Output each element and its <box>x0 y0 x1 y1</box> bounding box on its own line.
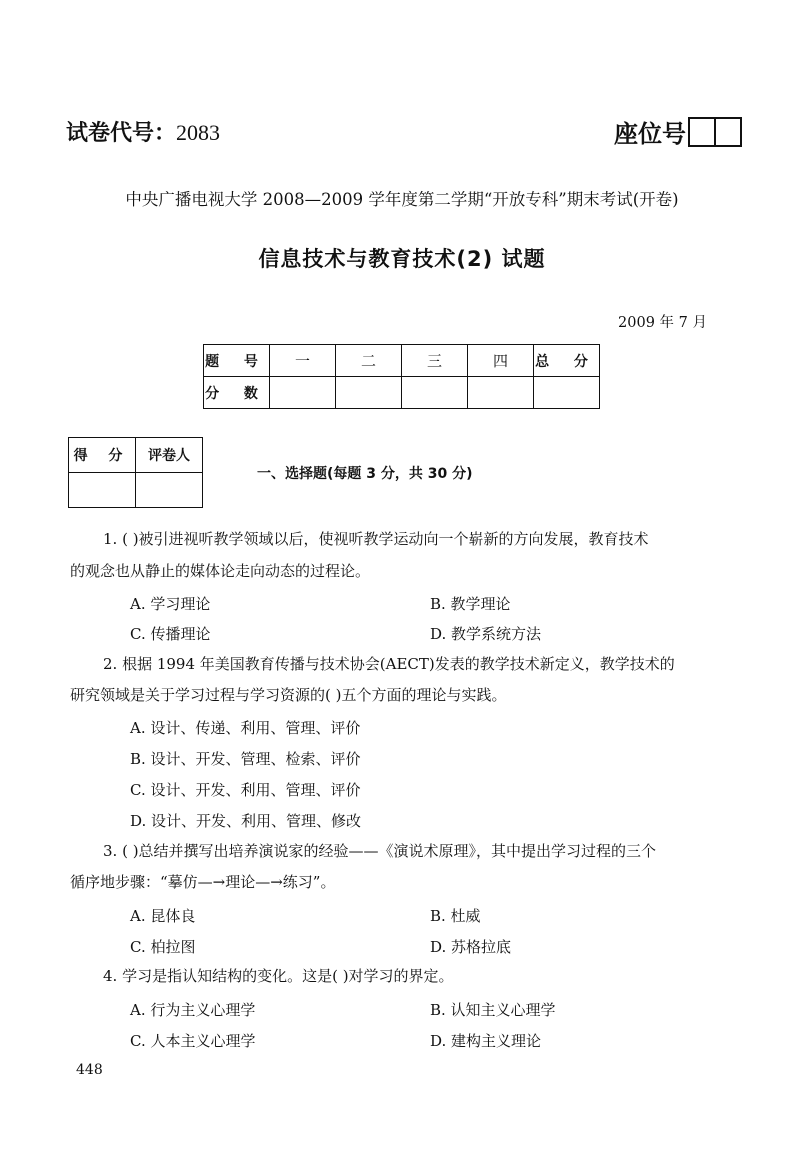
seat-boxes[interactable] <box>688 117 742 147</box>
exam-date: 2009 年 7 月 <box>618 315 707 331</box>
grader-table <box>68 437 203 508</box>
exam-line: 中央广播电视大学 2008—2009 学年度第二学期“开放专科”期末考试(开卷) <box>125 190 679 209</box>
score-cell-q3: 三 <box>402 345 468 377</box>
page-title: 信息技术与教育技术(2) 试题 <box>258 247 546 271</box>
question-2-line-1: 2. 根据 1994 年美国教育传播与技术协会(AECT)发表的教学技术新定义，教学技术的 <box>103 655 675 673</box>
question-1-line-1: 1. ( )被引进视听教学领域以后，使视听教学运动向一个崭新的方向发展，教育技术 <box>103 530 649 548</box>
question-2-option-d[interactable]: D. 设计、开发、利用、管理、修改 <box>130 812 362 830</box>
score-cell-q4: 四 <box>468 345 534 377</box>
score-input-q2[interactable] <box>336 377 402 409</box>
score-row-label: 分 数 <box>204 377 270 409</box>
question-3-option-d[interactable]: D. 苏格拉底 <box>430 938 512 956</box>
question-3-option-c[interactable]: C. 柏拉图 <box>130 938 196 956</box>
question-3-option-a[interactable]: A. 昆体良 <box>130 907 196 925</box>
question-1-option-d[interactable]: D. 教学系统方法 <box>430 625 542 643</box>
score-input-q3[interactable] <box>402 377 468 409</box>
question-3-option-b[interactable]: B. 杜威 <box>430 907 481 925</box>
score-cell-q1: 一 <box>270 345 336 377</box>
score-input-q4[interactable] <box>468 377 534 409</box>
paper-code-label: 试卷代号： <box>66 121 177 146</box>
seat-box-2[interactable] <box>716 117 742 147</box>
grader-table-entry <box>69 473 203 508</box>
grader-score-label: 得 分 <box>69 438 136 473</box>
question-4-option-a[interactable]: A. 行为主义心理学 <box>130 1001 256 1019</box>
grader-name-input[interactable] <box>136 473 203 508</box>
paper-code-number: 2083 <box>176 120 221 145</box>
score-input-q1[interactable] <box>270 377 336 409</box>
question-3-line-1: 3. ( )总结并撰写出培养演说家的经验——《演说术原理》，其中提出学习过程的三个 <box>103 842 657 860</box>
question-2-line-2: 研究领域是关于学习过程与学习资源的( )五个方面的理论与实践。 <box>70 686 507 704</box>
question-1-line-2: 的观念也从静止的媒体论走向动态的过程论。 <box>70 562 371 580</box>
question-2-option-b[interactable]: B. 设计、开发、管理、检索、评价 <box>130 750 361 768</box>
question-4-option-c[interactable]: C. 人本主义心理学 <box>130 1032 256 1050</box>
grader-score-input[interactable] <box>69 473 136 508</box>
grader-table-header <box>69 438 203 473</box>
question-1-option-c[interactable]: C. 传播理论 <box>130 625 211 643</box>
page-number: 448 <box>76 1062 103 1078</box>
question-4-option-d[interactable]: D. 建构主义理论 <box>430 1032 542 1050</box>
question-1-option-b[interactable]: B. 教学理论 <box>430 595 511 613</box>
question-3-line-2: 循序地步骤：“摹仿—→理论—→练习”。 <box>70 873 336 891</box>
score-cell-label: 题 号 <box>204 345 270 377</box>
question-1-option-a[interactable]: A. 学习理论 <box>130 595 211 613</box>
seat-number <box>614 114 742 149</box>
question-4-option-b[interactable]: B. 认知主义心理学 <box>430 1001 556 1019</box>
question-2-option-a[interactable]: A. 设计、传递、利用、管理、评价 <box>130 719 361 737</box>
score-table-score-row <box>204 377 600 409</box>
seat-label: 座位号 <box>614 120 686 148</box>
score-table <box>203 344 600 409</box>
score-cell-total: 总 分 <box>534 345 600 377</box>
question-2-option-c[interactable]: C. 设计、开发、利用、管理、评价 <box>130 781 361 799</box>
score-table-header-row <box>204 345 600 377</box>
question-4-line-1: 4. 学习是指认知结构的变化。这是( )对学习的界定。 <box>103 967 454 985</box>
seat-box-1[interactable] <box>688 117 716 147</box>
paper-code <box>66 116 220 147</box>
section-title: 一、选择题(每题 3 分，共 30 分) <box>257 466 473 482</box>
grader-name-label: 评卷人 <box>136 438 203 473</box>
score-input-total[interactable] <box>534 377 600 409</box>
score-cell-q2: 二 <box>336 345 402 377</box>
